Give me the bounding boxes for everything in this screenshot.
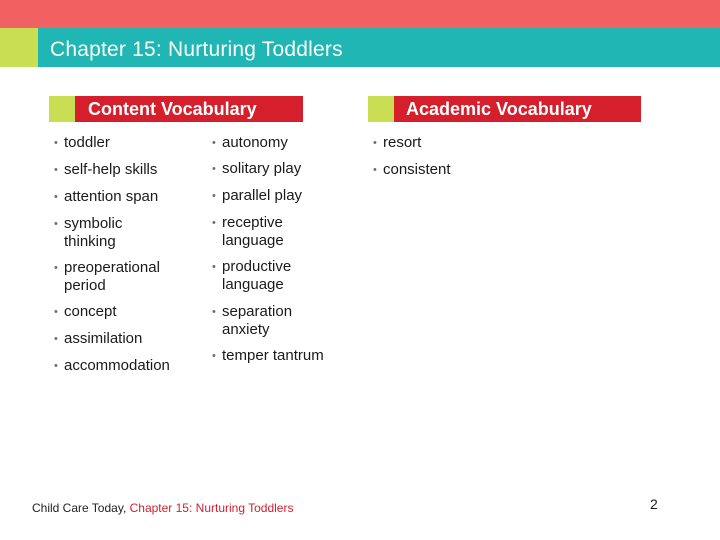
slide-title: Chapter 15: Nurturing Toddlers — [50, 38, 343, 61]
footer-chapter-title: Chapter 15: Nurturing Toddlers — [129, 501, 294, 515]
vocab-term: • solitary play — [212, 160, 301, 178]
vocab-term: • consistent — [373, 161, 451, 179]
vocab-term: • assimilation — [54, 330, 142, 348]
footer — [32, 501, 293, 515]
vocab-term: • toddler — [54, 134, 110, 152]
title-bar — [38, 28, 720, 67]
vocab-term: • accommodation — [54, 357, 170, 375]
vocab-term: • separation anxiety — [212, 303, 292, 339]
content-vocabulary-heading — [49, 96, 303, 122]
vocab-term: • symbolic thinking — [54, 215, 122, 251]
vocab-term: • receptive language — [212, 214, 284, 250]
heading-tab — [368, 96, 394, 122]
top-color-band — [0, 0, 720, 28]
vocab-term: • self-help skills — [54, 161, 157, 179]
vocab-term: • autonomy — [212, 134, 288, 152]
vocab-term: • parallel play — [212, 187, 302, 205]
page-number: 2 — [650, 496, 658, 512]
vocab-term: • preoperational period — [54, 259, 160, 295]
footer-book-title: Child Care Today, — [32, 501, 130, 515]
vocab-term: • resort — [373, 134, 421, 152]
heading-tab — [49, 96, 75, 122]
academic-vocabulary-label: Academic Vocabulary — [406, 99, 592, 119]
vocab-term: • temper tantrum — [212, 347, 324, 365]
content-vocabulary-label: Content Vocabulary — [88, 99, 257, 119]
vocab-term: • attention span — [54, 188, 158, 206]
vocab-term: • productive language — [212, 258, 291, 294]
academic-vocabulary-heading — [368, 96, 641, 122]
title-accent-block — [0, 28, 38, 67]
vocab-term: • concept — [54, 303, 117, 321]
